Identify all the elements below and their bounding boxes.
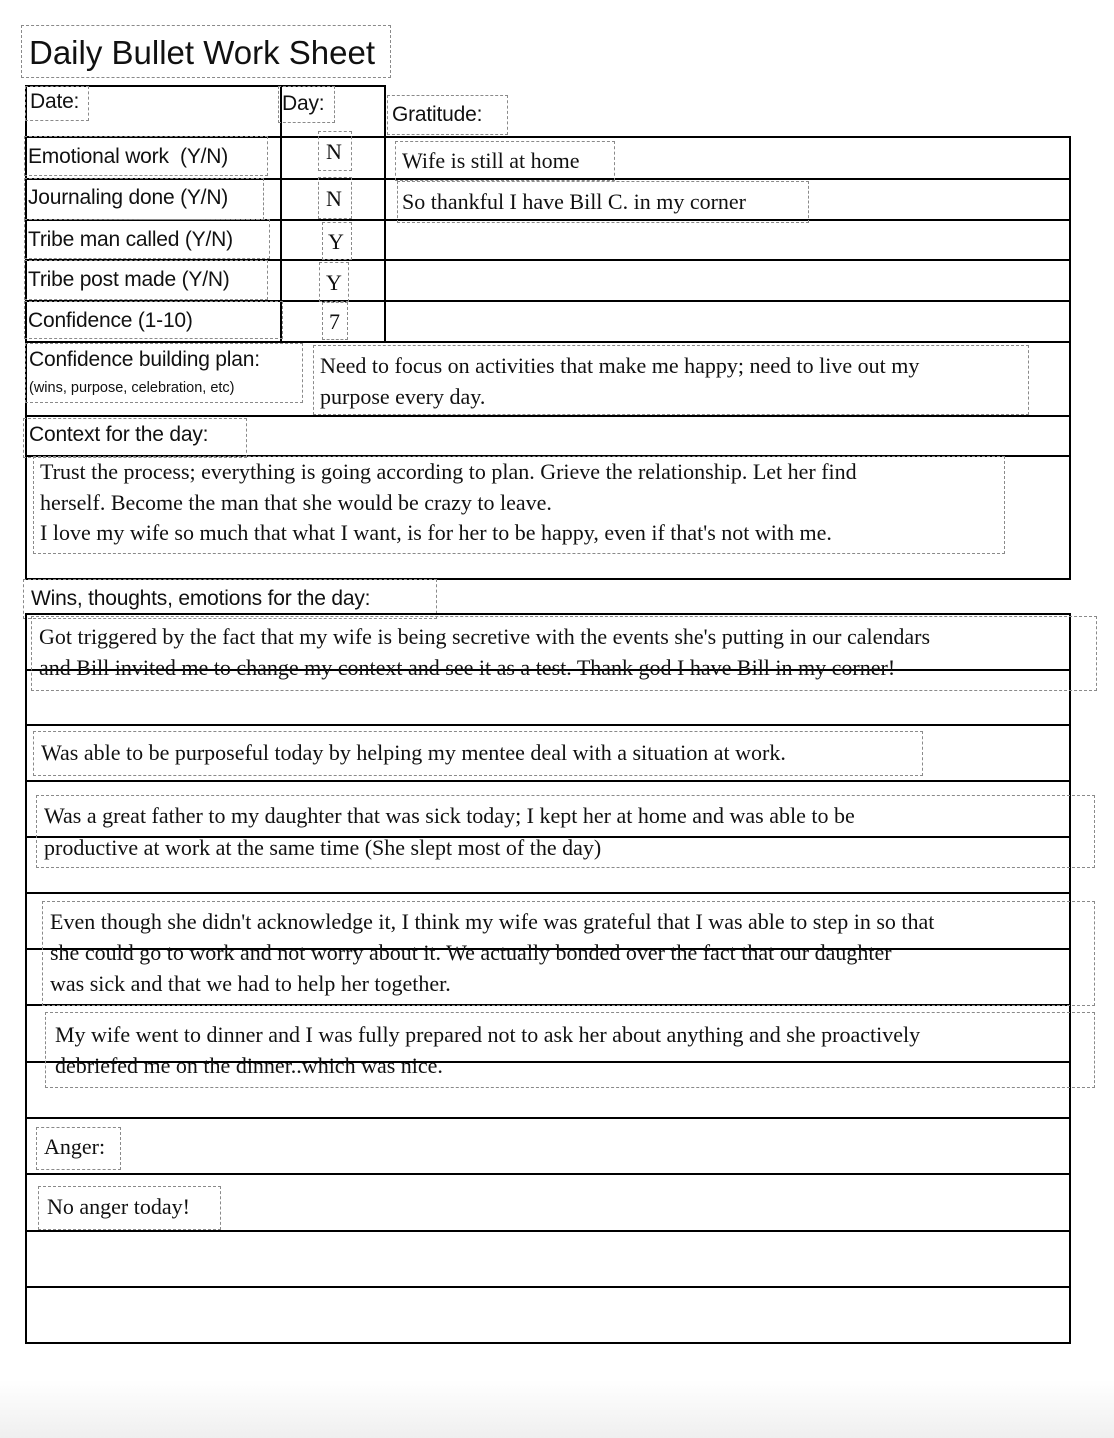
confidence-plan-text[interactable] [320, 350, 1025, 412]
gratitude-item[interactable]: Wife is still at home [402, 148, 580, 173]
win-entry-line: productive at work at the same time (She slept most of the day) [44, 835, 602, 860]
checklist-value-tribe-call[interactable]: Y [328, 229, 344, 254]
table-line [25, 613, 27, 1344]
win-entry-line: debriefed me on the dinner..which was nice. [55, 1053, 443, 1078]
table-line [25, 780, 1071, 782]
wins-label: Wins, thoughts, emotions for the day: [31, 587, 371, 610]
gratitude-item[interactable]: So thankful I have Bill C. in my corner [402, 189, 746, 214]
checklist-value-tribe-post[interactable]: Y [326, 270, 342, 295]
win-entry-line: Got triggered by the fact that my wife is being secretive with the events she's putting in our calendars [39, 624, 931, 649]
page-title: Daily Bullet Work Sheet [29, 34, 376, 71]
table-line [25, 415, 1071, 417]
day-label: Day: [282, 92, 325, 115]
table-line [384, 85, 386, 341]
win-entry-line: and Bill invited me to change my context and see it as a test. Thank god I have Bill in my corner! [39, 655, 896, 680]
win-entry-line: My wife went to dinner and I was fully prepared not to ask her about anything and she proactively [55, 1022, 921, 1047]
win-entry[interactable] [41, 737, 786, 768]
confidence-plan-line: purpose every day. [320, 384, 486, 409]
context-line: I love my wife so much that what I want, is for her to be happy, even if that's not with me. [40, 520, 832, 545]
checklist-label-journaling: Journaling done (Y/N) [28, 186, 229, 209]
checklist-value-confidence[interactable]: 7 [329, 309, 340, 334]
day-field[interactable] [336, 88, 382, 132]
context-label: Context for the day: [29, 423, 209, 446]
date-label: Date: [30, 90, 80, 113]
gratitude-item[interactable] [392, 305, 1062, 337]
anger-label: Anger: [44, 1134, 106, 1159]
checklist-label-emotional-work: Emotional work (Y/N) [28, 145, 229, 168]
win-entry[interactable] [50, 906, 934, 999]
table-line [1069, 136, 1071, 579]
win-entry[interactable] [39, 621, 930, 683]
confidence-plan-sublabel: (wins, purpose, celebration, etc) [29, 380, 235, 396]
win-entry-line: Was able to be purposeful today by helping my mentee deal with a situation at work. [41, 740, 786, 765]
gratitude-label: Gratitude: [392, 103, 483, 126]
table-line [25, 1286, 1071, 1288]
empty-row[interactable] [28, 1289, 1068, 1341]
win-entry-line: Was a great father to my daughter that was sick today; I kept her at home and was able to be [44, 803, 855, 828]
win-entry-line: Even though she didn't acknowledge it, I think my wife was grateful that I was able to step in so that [50, 909, 935, 934]
checklist-value-journaling[interactable]: N [326, 186, 342, 211]
gratitude-item[interactable] [392, 224, 1062, 256]
anger-text[interactable]: No anger today! [47, 1194, 190, 1219]
gratitude-item[interactable] [392, 264, 1062, 296]
table-line [25, 1173, 1071, 1175]
table-line [25, 1117, 1071, 1119]
empty-row[interactable] [28, 1233, 1068, 1285]
checklist-label-confidence: Confidence (1-10) [28, 309, 193, 332]
win-entry-line: she could go to work and not worry about it. We actually bonded over the fact that our daughter [50, 940, 892, 965]
confidence-plan-label: Confidence building plan: [29, 348, 260, 371]
confidence-plan-line: Need to focus on activities that make me happy; need to live out my [320, 353, 920, 378]
table-line [25, 892, 1071, 894]
checklist-value-emotional-work[interactable]: N [326, 139, 342, 164]
win-entry[interactable] [44, 800, 855, 864]
checklist-label-tribe-call: Tribe man called (Y/N) [28, 228, 233, 251]
context-line: Trust the process; everything is going according to plan. Grieve the relationship. Let her find [40, 459, 857, 484]
checklist-label-tribe-post: Tribe post made (Y/N) [28, 268, 230, 291]
win-entry[interactable] [55, 1019, 920, 1081]
context-text[interactable] [40, 457, 857, 549]
table-line [25, 613, 1071, 615]
table-line [25, 1342, 1071, 1344]
win-entry-line: was sick and that we had to help her together. [50, 971, 451, 996]
table-line [25, 724, 1071, 726]
table-line [25, 1230, 1071, 1232]
context-line: herself. Become the man that she would be crazy to leave. [40, 489, 552, 515]
date-field[interactable] [92, 88, 277, 132]
